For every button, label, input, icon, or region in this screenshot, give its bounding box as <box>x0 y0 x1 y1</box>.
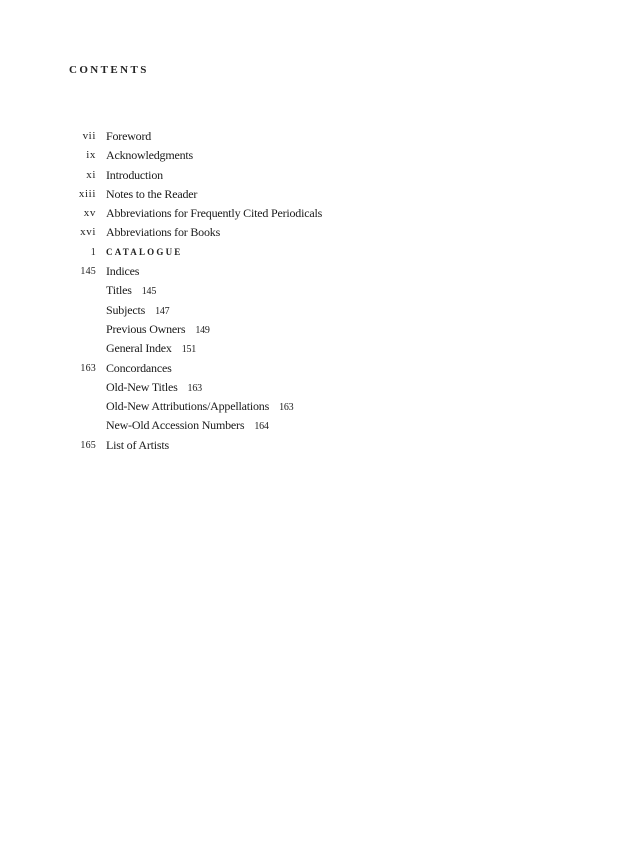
toc-subentry-general-index[interactable] <box>0 339 638 358</box>
toc-entry-title: Introduction <box>106 167 163 182</box>
toc-page-number: 163 <box>187 382 202 394</box>
toc-page-number: xv <box>83 207 96 220</box>
toc-entry-notes-to-reader[interactable] <box>0 185 638 204</box>
toc-page-number: ix <box>86 149 96 162</box>
page-title: CONTENTS <box>69 64 149 76</box>
toc-entry-title: CATALOGUE <box>106 246 183 257</box>
toc-entry-acknowledgments[interactable] <box>0 146 638 165</box>
toc-subentry-old-new-titles[interactable] <box>0 378 638 397</box>
toc-entry-catalogue[interactable] <box>0 243 638 262</box>
toc-entry-title: Titles <box>106 283 132 298</box>
toc-subentry-previous-owners[interactable] <box>0 320 638 339</box>
toc-entry-title: Indices <box>106 264 140 279</box>
toc-entry-title: Old-New Attributions/Appellations <box>106 399 270 414</box>
toc-entry-title: Concordances <box>106 360 172 375</box>
toc-entry-title: General Index <box>106 341 172 356</box>
toc-entry-title: Previous Owners <box>106 321 186 336</box>
toc-entry-title: Old-New Titles <box>106 379 178 394</box>
toc-page-number: xiii <box>78 187 96 200</box>
toc-page-number: 145 <box>141 286 157 298</box>
toc-page-number: xi <box>86 168 96 181</box>
toc-page-number: vii <box>82 130 96 142</box>
toc-entry-title: Acknowledgments <box>106 148 193 163</box>
toc-subentry-old-new-attributions[interactable] <box>0 397 638 416</box>
toc-page-number: 151 <box>181 344 197 356</box>
toc-page-number: 164 <box>254 421 269 433</box>
toc-entry-title: Abbreviations for Frequently Cited Periodicals <box>106 206 323 221</box>
toc-page-number: 165 <box>80 439 96 451</box>
toc-subentry-titles[interactable] <box>0 281 638 300</box>
toc-subentry-subjects[interactable] <box>0 301 638 320</box>
toc-entry-abbreviations-books[interactable] <box>0 223 638 242</box>
toc-entry-list-of-artists[interactable] <box>0 436 638 455</box>
toc-entry-title: Subjects <box>106 302 146 317</box>
toc-entry-title: Notes to the Reader <box>106 186 198 201</box>
toc-entry-title: Foreword <box>106 129 152 143</box>
toc-entry-title: New-Old Accession Numbers <box>106 418 245 433</box>
toc-entry-introduction[interactable] <box>0 166 638 185</box>
toc-page-number: 163 <box>279 402 294 414</box>
toc-entry-title: List of Artists <box>106 437 170 452</box>
toc-subentry-new-old-accession-numbers[interactable] <box>0 416 638 435</box>
toc-entry-indices[interactable] <box>0 262 638 281</box>
toc-page-number: 145 <box>80 266 96 278</box>
table-of-contents <box>0 127 638 455</box>
toc-entry-concordances[interactable] <box>0 359 638 378</box>
toc-page-number: xvi <box>80 226 96 239</box>
toc-page-number: 149 <box>195 324 210 336</box>
toc-page-number: 1 <box>90 246 96 258</box>
toc-entry-abbreviations-periodicals[interactable] <box>0 204 638 223</box>
toc-entry-foreword[interactable] <box>0 127 638 146</box>
toc-entry-title: Abbreviations for Books <box>106 225 221 240</box>
toc-page-number: 147 <box>155 305 170 317</box>
toc-page-number: 163 <box>80 362 96 374</box>
